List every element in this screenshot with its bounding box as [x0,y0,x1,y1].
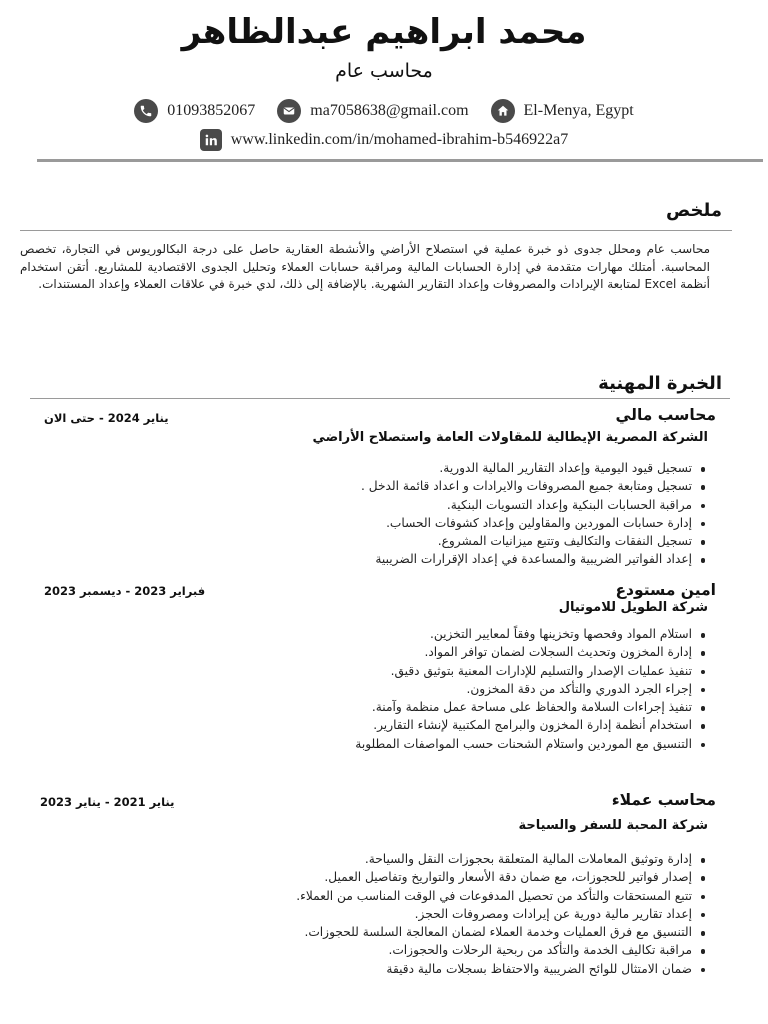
contact-location [491,99,634,123]
contact-linkedin [200,129,569,151]
list-item: إدارة وتوثيق المعاملات المالية المتعلقة بحجوزات النقل والسياحة. [296,850,692,868]
list-item: مراقبة الحسابات البنكية وإعداد التسويات البنكية. [361,496,692,514]
list-item: إعداد تقارير مالية دورية عن إيرادات ومصروفات الحجز. [296,905,692,923]
contact-row-linkedin [0,129,768,151]
list-item: إعداد الفواتير الضريبية والمساعدة في إعداد الإقرارات الضريبية [361,550,692,568]
duties-list [361,459,708,569]
job-title: محاسب عملاء [611,791,716,809]
list-item: التنسيق مع فرق العمليات وخدمة العملاء لضمان المعالجة السلسة للحجوزات. [296,923,692,941]
home-icon [491,99,515,123]
mail-icon [277,99,301,123]
company-name: الشركة المصرية الإيطالية للمقاولات العامة واستصلاح الأراضي [312,430,708,445]
experience-divider [30,398,730,399]
phone-icon [134,99,158,123]
contact-phone [134,99,255,123]
list-item: ضمان الامتثال للوائح الضريبية والاحتفاظ بسجلات مالية دقيقة [296,960,692,978]
summary-text: محاسب عام ومحلل جدوى ذو خبرة عملية في استصلاح الأراضي والأنشطة العقارية حاصل على درجة البكالوريوس في التجارة، تخصص المحاسبة. أمتلك مهارات متقدمة في إدارة الحسابات المالية ومراقبة حسابات العملاء وتحليل الجدوى الاقتصادية للمشاريع. أتقن استخدام أنظمة Excel لمتابعة الإيرادات والمصروفات وإعداد التقارير الشهرية. بالإضافة إلى ذلك، لدي خبرة في علاقات العملاء وإعداد المستندات. [20,242,710,291]
list-item: استلام المواد وفحصها وتخزينها وفقاً لمعايير التخزين. [355,625,692,643]
job-title: محاسب مالي [615,406,716,424]
list-item: إدارة حسابات الموردين والمقاولين وإعداد كشوفات الحساب. [361,514,692,532]
linkedin-icon [200,129,222,151]
contact-email [277,99,468,123]
list-item: تتبع المستحقات والتأكد من تحصيل المدفوعات في الوقت المناسب من العملاء. [296,887,692,905]
summary-heading: ملخص [665,200,722,221]
list-item: مراقبة تكاليف الخدمة والتأكد من ربحية الرحلات والحجوزات. [296,941,692,959]
duties-list [296,850,708,978]
candidate-title: محاسب عام [335,60,433,82]
list-item: إجراء الجرد الدوري والتأكد من دقة المخزون. [355,680,692,698]
company-name: شركة الطويل للاموتيال [558,600,708,615]
list-item: التنسيق مع الموردين واستلام الشحنات حسب المواصفات المطلوبة [355,735,692,753]
job-date: يناير 2024 - حتى الان [44,411,169,425]
experience-heading: الخبرة المهنية [598,373,722,394]
duties-list [355,625,708,753]
contact-row [0,99,768,123]
list-item: إدارة المخزون وتحديث السجلات لضمان توافر المواد. [355,643,692,661]
candidate-name: محمد ابراهيم عبدالظاهر [181,12,587,52]
email-address[interactable]: ma7058638@gmail.com [310,102,469,119]
phone-number[interactable]: 01093852067 [167,102,256,119]
list-item: تنفيذ عمليات الإصدار والتسليم للإدارات المعنية بتوثيق دقيق. [355,662,692,680]
company-name: شركة المحبة للسفر والسياحة [518,818,708,833]
job-date: يناير 2021 - يناير 2023 [40,795,175,809]
list-item: إصدار فواتير للحجوزات، مع ضمان دقة الأسعار والتواريخ وتفاصيل العميل. [296,868,692,886]
header-divider [37,159,763,162]
summary-divider [20,230,732,231]
job-date: فبراير 2023 - ديسمبر 2023 [44,584,206,598]
list-item: تسجيل ومتابعة جميع المصروفات والايرادات و اعداد قائمة الدخل . [361,477,692,495]
list-item: تسجيل قيود اليومية وإعداد التقارير المالية الدورية. [361,459,692,477]
job-title: امين مستودع [615,581,716,599]
list-item: تنفيذ إجراءات السلامة والحفاظ على مساحة عمل منظمة وآمنة. [355,698,692,716]
list-item: تسجيل النفقات والتكاليف وتتبع ميزانيات المشروع. [361,532,692,550]
linkedin-url[interactable]: www.linkedin.com/in/mohamed-ibrahim-b546922a7 [230,131,569,148]
location-text: El-Menya, Egypt [523,102,634,119]
list-item: استخدام أنظمة إدارة المخزون والبرامج المكتبية لإنشاء التقارير. [355,716,692,734]
